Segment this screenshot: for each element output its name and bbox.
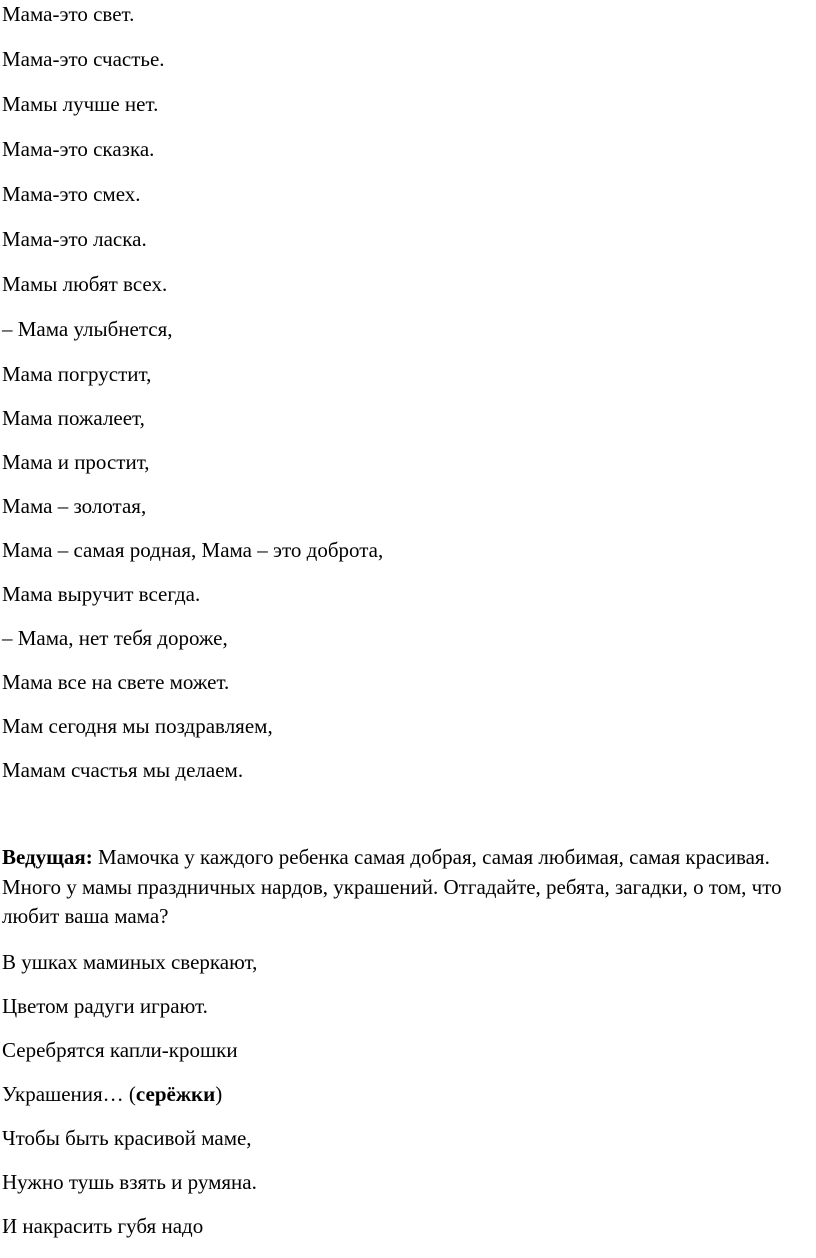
riddle-line-suffix: ) <box>215 1082 223 1106</box>
riddle-line: В ушках маминых сверкают, <box>2 950 258 974</box>
poem-line: Мама и простит, <box>2 450 150 474</box>
poem-line: – Мама, нет тебя дороже, <box>2 626 228 650</box>
poem-line: Мамы любят всех. <box>2 272 168 296</box>
poem-line: Мамам счастья мы делаем. <box>2 758 244 782</box>
riddle-line: Чтобы быть красивой маме, <box>2 1126 252 1150</box>
poem-line: Мам сегодня мы поздравляем, <box>2 714 273 738</box>
host-text: Мамочка у каждого ребенка самая добрая, самая любимая, самая красивая. Много у мамы праздничных нардов, украшений. Отгадайте, ребята, загадки, о том, что любит ваша мама? <box>2 845 782 928</box>
riddle-line: Нужно тушь взять и румяна. <box>2 1170 257 1194</box>
riddle-answer: серёжки <box>135 1082 216 1106</box>
poem-line: Мама-это ласка. <box>2 227 147 251</box>
poem-line: Мама – золотая, <box>2 494 147 518</box>
poem-line: Мама все на свете может. <box>2 670 230 694</box>
riddle-line-prefix: Украшения… ( <box>2 1082 136 1106</box>
poem-line: Мама – самая родная, Мама – это доброта, <box>2 538 384 562</box>
riddle-line: Цветом радуги играют. <box>2 994 208 1018</box>
poem-line: Мама-это сказка. <box>2 137 155 161</box>
riddle-line: Серебрятся капли-крошки <box>2 1038 238 1062</box>
host-paragraph <box>2 843 812 932</box>
poem-line: – Мама улыбнется, <box>2 317 173 341</box>
poem-line: Мама погрустит, <box>2 362 152 386</box>
poem-line: Мама-это свет. <box>2 2 135 26</box>
riddle-line <box>2 1082 222 1106</box>
poem-line: Мама пожалеет, <box>2 406 145 430</box>
poem-line: Мама выручит всегда. <box>2 582 201 606</box>
poem-line: Мама-это смех. <box>2 182 141 206</box>
poem-line: Мама-это счастье. <box>2 47 165 71</box>
poem-line: Мамы лучше нет. <box>2 92 159 116</box>
host-label: Ведущая: <box>2 845 93 869</box>
riddle-line: И накрасить губя надо <box>2 1214 204 1238</box>
